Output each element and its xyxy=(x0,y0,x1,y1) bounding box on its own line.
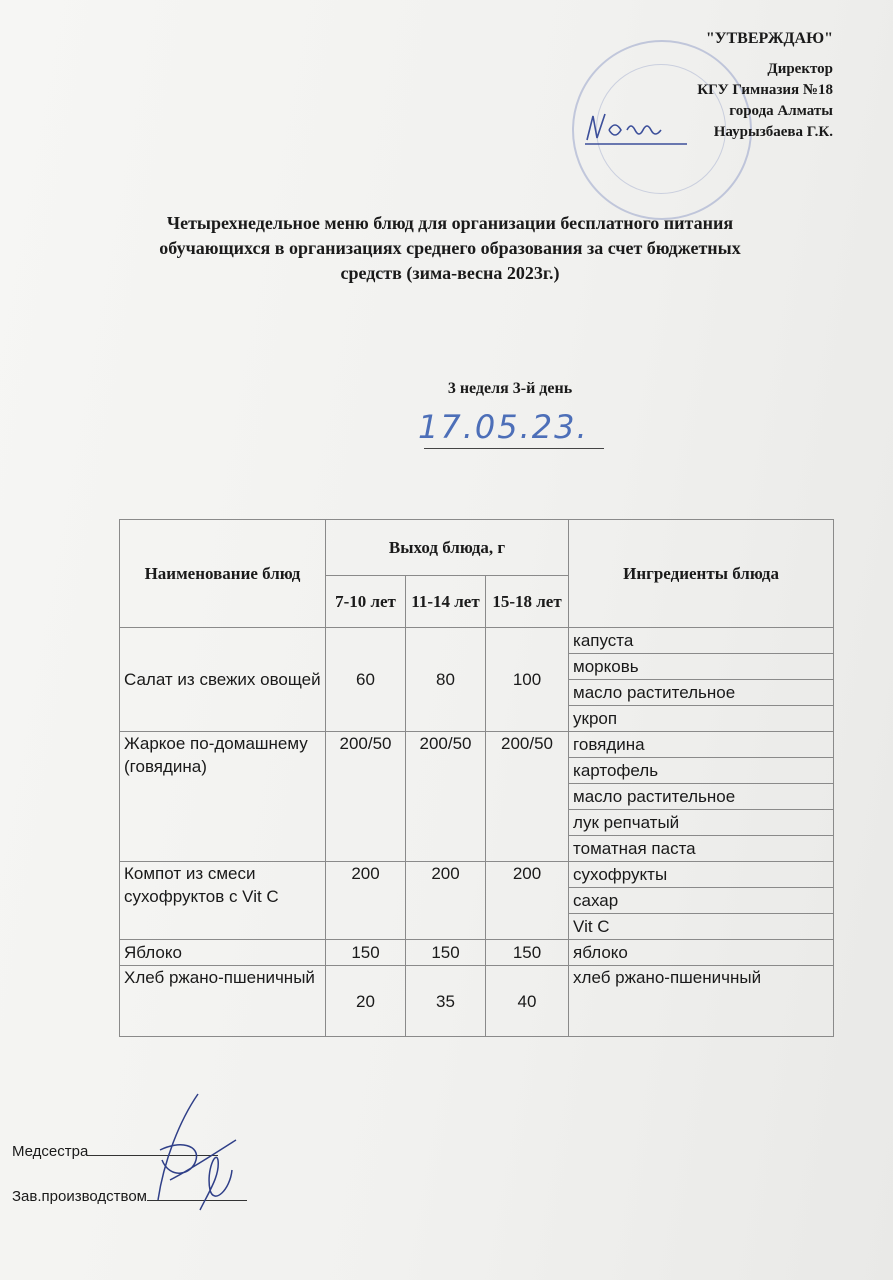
week-day-label: 3 неделя 3-й день xyxy=(447,380,573,397)
staff-signatures xyxy=(140,1090,250,1215)
ingredient: лук репчатый xyxy=(569,810,834,836)
approval-line: Директор xyxy=(767,61,833,77)
ingredient: яблоко xyxy=(569,940,834,966)
approval-block xyxy=(697,28,833,143)
ingredient: томатная паста xyxy=(569,836,834,862)
dish-name: Компот из смеси сухофруктов с Vit C xyxy=(120,862,326,940)
title-line: Четырехнедельное меню блюд для организации бесплатного питания xyxy=(166,213,734,233)
yield-value: 200/50 xyxy=(326,732,406,862)
title-line: обучающихся в организациях среднего образования за счет бюджетных xyxy=(159,238,741,258)
approval-line: Наурызбаева Г.К. xyxy=(713,124,833,140)
title-line: средств (зима-весна 2023г.) xyxy=(340,263,560,283)
yield-value: 200/50 xyxy=(486,732,569,862)
header-ingredients: Ингредиенты блюда xyxy=(569,520,834,628)
ingredient: сухофрукты xyxy=(569,862,834,888)
menu-table xyxy=(119,519,834,1037)
director-signature xyxy=(583,108,693,148)
ingredient: Vit C xyxy=(569,914,834,940)
ingredient: масло растительное xyxy=(569,680,834,706)
ingredient: капуста xyxy=(569,628,834,654)
approval-line: города Алматы xyxy=(729,103,833,119)
yield-value: 150 xyxy=(406,940,486,966)
yield-value: 35 xyxy=(406,966,486,1037)
ingredient: морковь xyxy=(569,654,834,680)
header-age-15-18: 15-18 лет xyxy=(486,576,569,628)
yield-value: 60 xyxy=(326,628,406,732)
ingredient: масло растительное xyxy=(569,784,834,810)
ingredient: сахар xyxy=(569,888,834,914)
yield-value: 200 xyxy=(326,862,406,940)
header-age-7-10: 7-10 лет xyxy=(326,576,406,628)
approval-line: КГУ Гимназия №18 xyxy=(697,82,833,98)
dish-name: Салат из свежих овощей xyxy=(120,628,326,732)
yield-value: 200/50 xyxy=(406,732,486,862)
date-underline xyxy=(424,448,604,449)
dish-name: Яблоко xyxy=(120,940,326,966)
yield-value: 40 xyxy=(486,966,569,1037)
ingredient: картофель xyxy=(569,758,834,784)
ingredient: хлеб ржано-пшеничный xyxy=(569,966,834,1037)
header-age-11-14: 11-14 лет xyxy=(406,576,486,628)
yield-value: 100 xyxy=(486,628,569,732)
header-dish: Наименование блюд xyxy=(120,520,326,628)
production-head-label: Зав.производством xyxy=(12,1188,147,1205)
approval-header: "УТВЕРЖДАЮ" xyxy=(705,30,833,47)
header-yield: Выход блюда, г xyxy=(326,520,569,576)
dish-name: Жаркое по-домашнему (говядина) xyxy=(120,732,326,862)
handwritten-date: 17.05.23. xyxy=(418,408,589,446)
yield-value: 20 xyxy=(326,966,406,1037)
yield-value: 80 xyxy=(406,628,486,732)
yield-value: 150 xyxy=(486,940,569,966)
yield-value: 200 xyxy=(486,862,569,940)
ingredient: говядина xyxy=(569,732,834,758)
yield-value: 150 xyxy=(326,940,406,966)
document-title xyxy=(100,211,800,286)
ingredient: укроп xyxy=(569,706,834,732)
dish-name: Хлеб ржано-пшеничный xyxy=(120,966,326,1037)
nurse-label: Медсестра xyxy=(12,1143,89,1160)
yield-value: 200 xyxy=(406,862,486,940)
